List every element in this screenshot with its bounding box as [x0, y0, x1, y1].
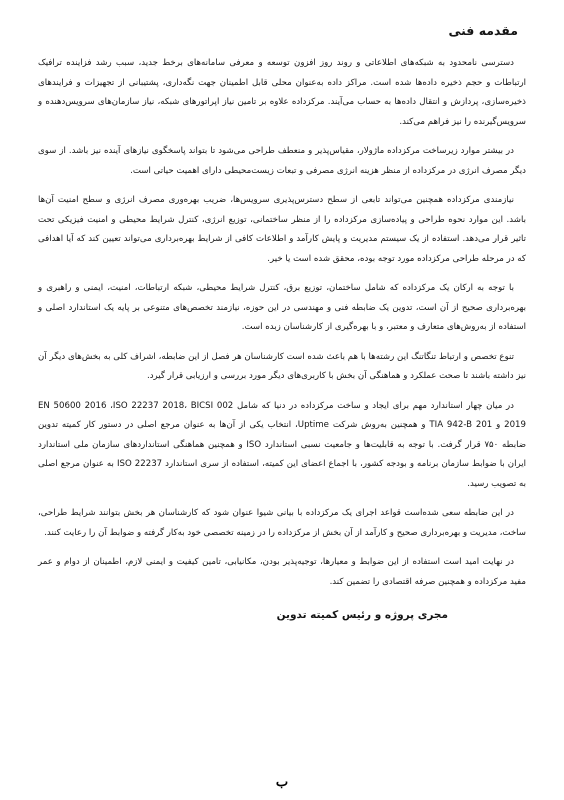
page-title: مقدمه فنی [448, 23, 518, 38]
paragraph-8: در نهایت امید است استفاده از این ضوابط و معیارها، توجیه‌پذیر بودن، مکانیابی، تامین کیفیت و ایمنی لازم، اطمینان از دوام و عمر مفید مرکزداده و همچنین صرفه اقتصادی را تضمین کند. [38, 557, 526, 587]
page-number: ب [275, 774, 289, 789]
paragraph-7: در این ضابطه سعی شده‌است قواعد اجرای یک مرکزداده با بیانی شیوا عنوان شود که کارشناسان هر بخش بتوانند شرایط طراحی، ساخت، مدیریت و بهره‌برداری صحیح و کارآمد از آن بخش از مرکزداده را در زمینه تخصصی خود به‌کار گرفته و ضوابط آن را رعایت کنند. [38, 508, 526, 538]
paragraph-3: نیازمندی مرکزداده همچنین می‌تواند تابعی از سطح دسترس‌پذیری سرویس‌ها، ضریب بهره‌وری مصرف انرژی و سطح امنیت آن‌ها باشد. این موارد نحوه طراحی و پیاده‌سازی مرکزداده را از منظر ساختمانی، توزیع انرژی، کنترل شرایط محیطی و امنیت فیزیکی تحت تاثیر قرار می‌دهد. استفاده از یک سیستم مدیریت و پایش کارآمد و اطلاعات کافی از شرایط بهره‌برداری می‌تواند تعیین کند که آیا اهدافی که در مرحله طراحی مرکزداده مورد توجه بوده، محقق شده است یا خیر. [38, 195, 526, 264]
signature-line: مجری پروژه و رئیس کمیته تدوین [276, 609, 448, 621]
paragraph-4: با توجه به ارکان یک مرکزداده که شامل ساختمان، توزیع برق، کنترل شرایط محیطی، شبکه ارتباطات، امنیت، ایمنی و راهبری و بهره‌برداری صحیح از آن است، تدوین یک ضابطه فنی و مهندسی در این حوزه، نیازمند تخصص‌های متنوعی بر پایه یک استاندارد اصلی و استفاده از به‌روش‌های متعارف و معتبر، و با بهره‌گیری از کارشناسان زبده است. [38, 283, 526, 332]
paragraph-2: در بیشتر موارد زیرساخت مرکزداده ماژولار، مقیاس‌پذیر و منعطف طراحی می‌شود تا بتواند پاسخگوی نیازهای آینده نیز باشد. از سوی دیگر مصرف انرژی در مرکزداده از منظر هزینه انرژی مصرفی و تبعات زیست‌محیطی دارای اهمیت حیاتی است. [38, 146, 526, 176]
paragraph-5: تنوع تخصص و ارتباط تنگاتنگ این رشته‌ها با هم باعث شده است کارشناسان هر فصل از این ضابطه، اشراف کلی به بخش‌های دیگر آن نیز داشته باشند تا صحت عملکرد و هماهنگی آن بخش با کاربری‌های دیگر مورد بررسی و ارزیابی قرار گیرد. [38, 351, 526, 381]
paragraph-1: دسترسی نامحدود به شبکه‌های اطلاعاتی و روند روز افزون توسعه و معرفی سامانه‌های برخط جدید، سبب رشد فزاینده ترافیک ارتباطات و حجم ذخیره داده‌ها شده است. مراکز داده به‌عنوان محلی قابل اطمینان جهت نگه‌داری، پشتیبانی از تجهیزات و فرایندهای ذخیره‌سازی، پردازش و انتقال داده‌ها به حساب می‌آیند. مرکزداده علاوه بر تامین نیاز اپراتورهای شبکه، نیاز سازمان‌های سرویس‌دهنده و سرویس‌گیرنده را نیز فراهم می‌کند. [38, 58, 526, 127]
paragraph-6: در میان چهار استاندارد مهم برای ایجاد و ساخت مرکزداده در دنیا که شامل EN 50600 2016 ،ISO 22237 2018، BICSI 002 2019 و TIA 942-B 201 و همچنین به‌روش شرکت Uptime، انتخاب یکی از آن‌ها به عنوان مرجع اصلی در دستور کار کمیته تدوین ضابطه ۷۵۰ قرار گرفت. با توجه به قابلیت‌ها و جامعیت نسبی استاندارد ISO و همچنین هماهنگی استانداردهای سازمان ملی استاندارد ایران با ضوابط سازمان برنامه و بودجه کشور، با اجماع اعضای این کمیته، استفاده از سری استاندارد ISO 22237 به عنوان مرجع اصلی به تصویب رسید. [38, 400, 527, 489]
